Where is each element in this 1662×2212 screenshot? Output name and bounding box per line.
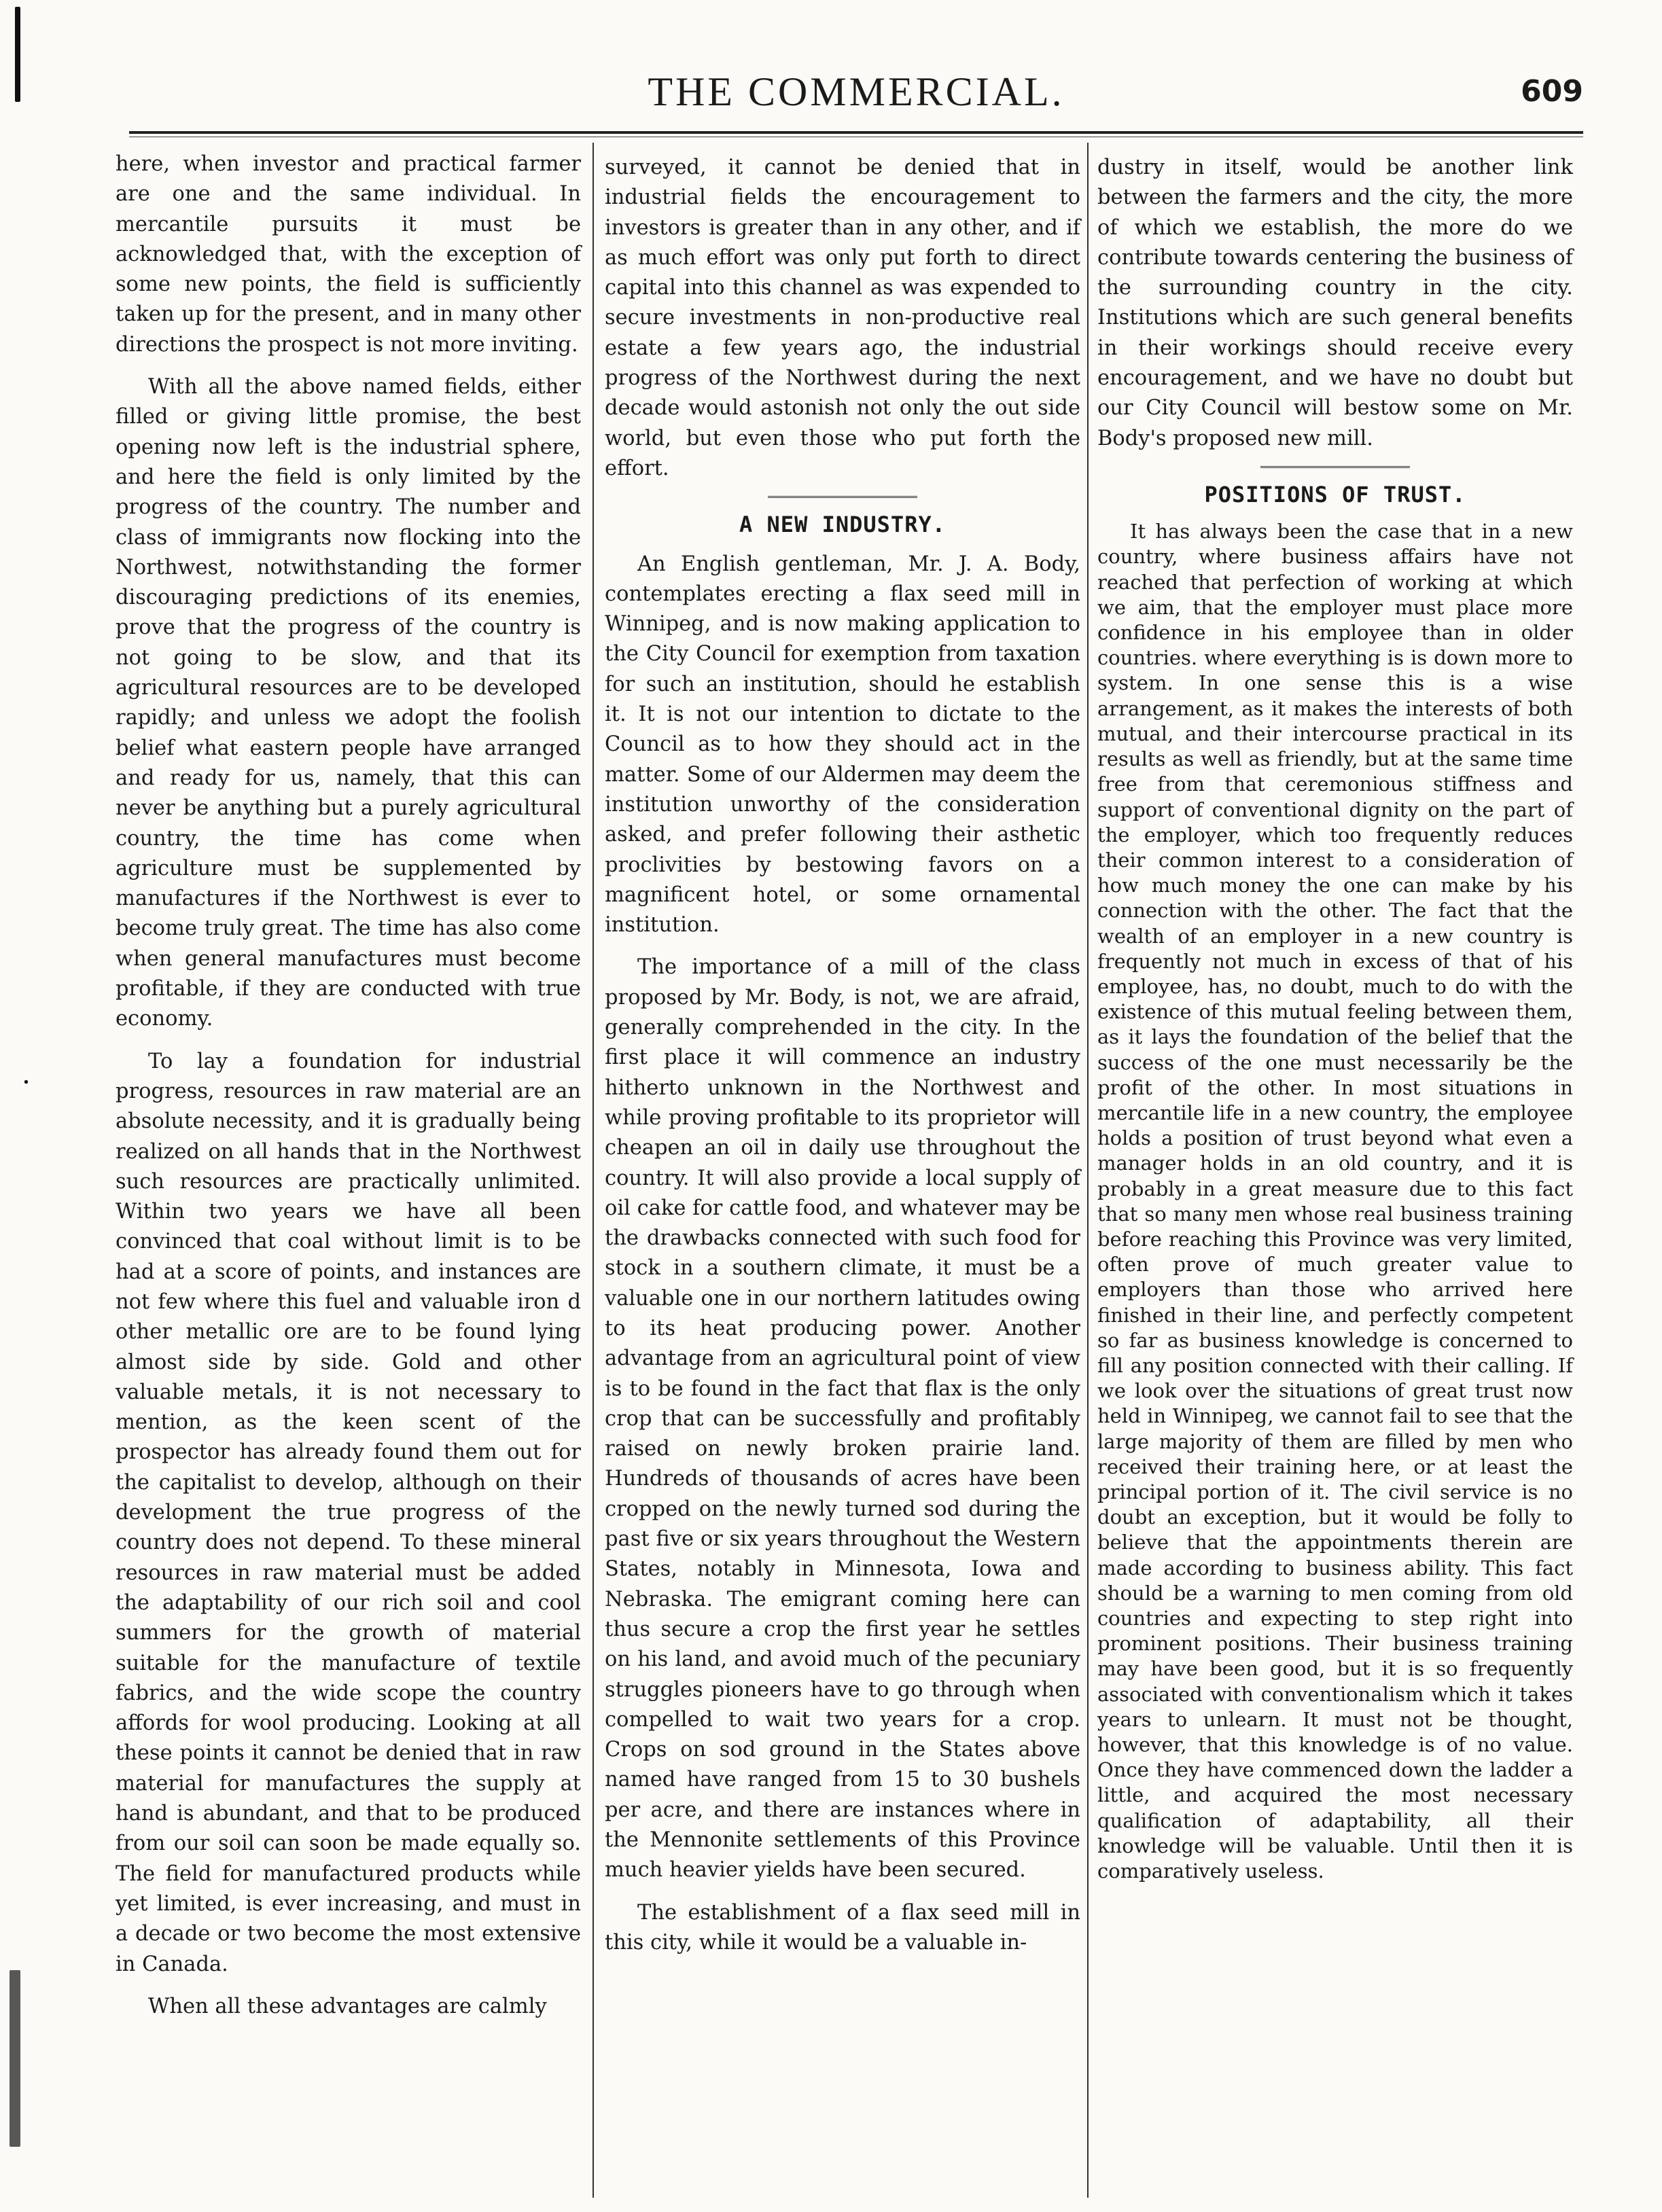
margin-speck (15, 7, 20, 102)
margin-speck (10, 1970, 20, 2147)
page-number: 609 (1521, 74, 1583, 109)
paragraph: It has always been the case that in a new country, where business affairs have not reached that perfection of working at which we aim, that the employer must place more confidence in his employee than in older countries. where everything is is down more to system. In one sense this is a wise arrangement, as it makes the interests of both mutual, and their intercourse practical in its results as well as friendly, but at the same time free from that ceremonious stiffness and support of conventional dignity on the part of the employer, which too frequently reduces their common interest to a consideration of how much money the one can make by his connection with the other. The fact that the wealth of an employer in a new country is frequently not much in excess of that of his employee, has, no doubt, much to do with the existence of this mutual feeling between them, as it lays the foundation of the belief that the success of the one must necessarily be the profit of the other. In most situations in mercantile life in a new country, the employee holds a position of trust beyond what even a manager holds in an old country, and it is probably in a great measure due to this fact that so many men whose real business training before reaching this Province was very limited, often prove of much greater value to employers than those who arrived here finished in their line, and perfectly competent so far as business knowledge is concerned to fill any position connected with their calling. If we look over the situations of great trust now held in Winnipeg, we cannot fail to see that the large majority of them are filled by men who received their training here, or at least the principal portion of it. The civil service is no doubt an exception, but it would be folly to believe that the appointments therein are made according to business ability. This fact should be a warning to men coming from old countries and expecting to step right into prominent positions. Their business training may have been good, but it is so frequently associated with conventionalism which it takes years to unlearn. It must not be thought, however, that this knowledge is of no value. Once they have commenced down the ladder a little, and acquired the most necessary qualification of adaptability, all their knowledge will be valuable. Until then it is comparatively useless. (1097, 520, 1573, 1883)
paragraph: surveyed, it cannot be denied that in industrial fields the encouragement to investors is greater than in any other, and if as much effort was only put forth to direct capital into this channel as was expended to secure investments in non-productive real estate a few years ago, the industrial progress of the Northwest during the next decade would astonish not only the out side world, but even those who put forth the effort. (605, 156, 1080, 480)
column-3 (1097, 153, 1573, 1896)
paragraph: To lay a foundation for industrial progress, resources in raw material are an absolute necessity, and it is gradually being realized on all hands that in the Northwest such resources are practically unlimited. Within two years we have all been convinced that coal without limit is to be had at a score of points, and instances are not few where this fuel and valuable iron d other metallic ore are to be found lying almost side by side. Gold and other valuable metals, it is not necessary to mention, as the keen scent of the prospector has already found them out for the capitalist to develop, although on their development the true progress of the country does not depend. To these mineral resources in raw material must be added the adaptability of our rich soil and cool summers for the growth of material suitable for the manufacture of textile fabrics, and the wide scope the country affords for wool producing. Looking at all these points it cannot be denied that in raw material for manufactures the supply at hand is abundant, and that to be produced from our soil can soon be made equally so. The field for manufactured products while yet limited, is ever increasing, and must in a decade or two become the most extensive in Canada. (116, 1049, 581, 1976)
paragraph: When all these advantages are calmly (148, 1994, 547, 2018)
article-heading-new-industry: A NEW INDUSTRY. (739, 512, 946, 538)
masthead-title: THE COMMERCIAL. (648, 69, 1065, 114)
section-separator (1260, 466, 1410, 470)
paragraph: An English gentleman, Mr. J. A. Body, contemplates erecting a flax seed mill in Winnipeg, and is now making application to the City Council for exemption from taxation for such an institution, should he establish it. It is not our intention to dictate to the Council as to how they should act in the matter. Some of our Aldermen may deem the institution unworthy of the consideration asked, and prefer following their asthetic proclivities by bestowing favors on a magnificent hotel, or some ornamental institution. (605, 552, 1080, 938)
column-1 (116, 149, 581, 2034)
paragraph: The establishment of a flax seed mill in this city, while it would be a valuable in- (605, 1900, 1080, 1955)
paragraph: With all the above named fields, either filled or giving little promise, the best opening now left is the industrial sphere, and here the field is only limited by the progress of the country. The number and class of immigrants now flocking into the Northwest, notwithstanding the former discouraging predictions of its enemies, prove that the progress of the country is not going to be slow, and that its agricultural resources are to be developed rapidly; and unless we adopt the foolish belief what eastern people have arranged and ready for us, namely, that this can never be anything but a purely agricultural country, the time has come when agriculture must be supplemented by manufactures if the Northwest is ever to become truly great. The time has also come when general manufactures must become profitable, if they are conducted with true economy. (116, 375, 581, 1031)
margin-speck (24, 1080, 28, 1084)
page-header (129, 65, 1583, 126)
section-separator (768, 496, 917, 500)
header-rule (129, 131, 1583, 134)
paragraph: dustry in itself, would be another link between the farmers and the city, the more of which we establish, the more do we contribute towards centering the business of the surrounding country in the city. Institutions which are such general benefits in their workings should receive every encouragement, and we have no doubt but our City Council will bestow some on Mr. Body's proposed new mill. (1097, 156, 1573, 450)
article-heading-positions-of-trust: POSITIONS OF TRUST. (1204, 481, 1466, 507)
paragraph: here, when investor and practical farmer are one and the same individual. In mercantile pursuits it must be acknowledged that, with the exception of some new points, the field is sufficiently taken up for the present, and in many other directions the prospect is not more inviting. (116, 152, 581, 357)
column-divider (1087, 143, 1089, 2198)
column-2 (605, 153, 1080, 1970)
column-divider (593, 143, 594, 2198)
paragraph: The importance of a mill of the class proposed by Mr. Body, is not, we are afraid, generally comprehended in the city. In the first place it will commence an industry hitherto unknown in the Northwest and while proving profitable to its proprietor will cheapen an oil in daily use throughout the country. It will also provide a local supply of oil cake for cattle food, and whatever may be the drawbacks connected with such food for stock in a southern climate, it must be a valuable one in our northern latitudes owing to its heat producing power. Another advantage from an agricultural point of view is to be found in the fact that flax is the only crop that can be successfully and profitably raised on newly broken prairie land. Hundreds of thousands of acres have been cropped on the newly turned sod during the past five or six years throughout the Western States, notably in Minnesota, Iowa and Nebraska. The emigrant coming here can thus secure a crop the first year he settles on his land, and avoid much of the pecuniary struggles pioneers have to go through when compelled to wait two years for a crop. Crops on sod ground in the States above named have ranged from 15 to 30 bushels per acre, and there are instances where in the Mennonite settlements of this Province much heavier yields have been secured. (605, 955, 1080, 1883)
